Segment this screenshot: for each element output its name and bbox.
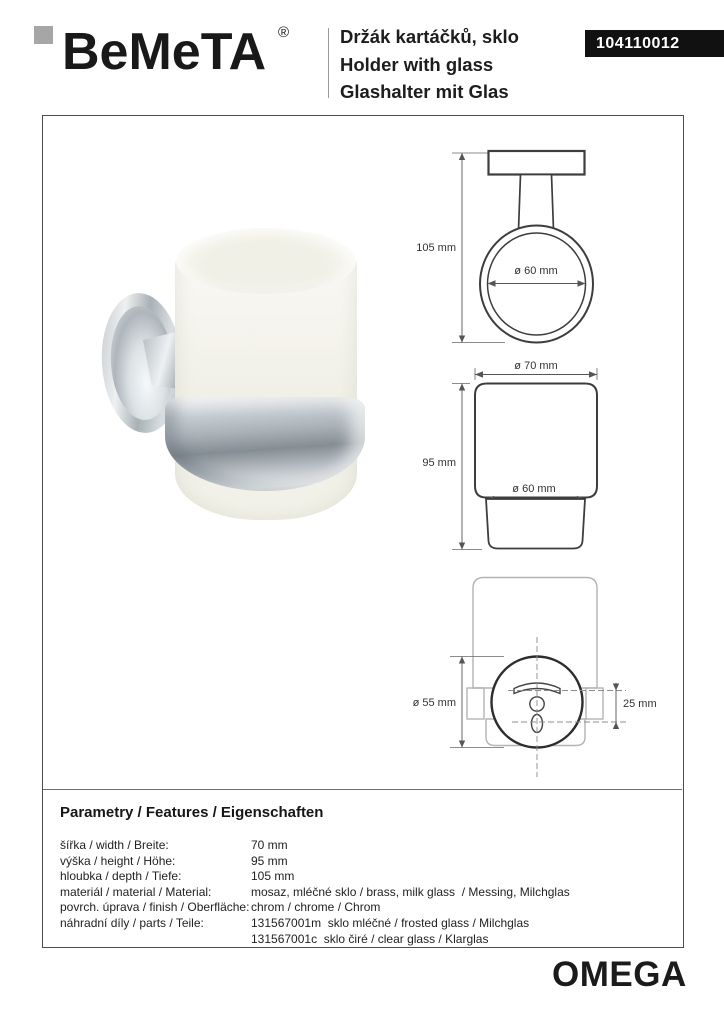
product-code-badge: 104110012 <box>585 30 724 57</box>
parameters-heading: Parametry / Features / Eigenschaften <box>60 804 324 821</box>
param-value: 131567001c sklo čiré / clear glass / Klarglas <box>251 931 489 946</box>
registered-trademark-icon: ® <box>278 24 290 41</box>
dim-cup-height-95: 95 mm <box>422 457 456 469</box>
param-value: mosaz, mléčné sklo / brass, milk glass / Messing, Milchglas <box>251 884 570 899</box>
dim-cup-top-diameter-70: ø 70 mm <box>514 360 558 372</box>
product-title-cs: Držák kartáčků, sklo <box>340 26 519 47</box>
logo-square-icon <box>34 26 53 44</box>
param-value: 131567001m sklo mléčné / frosted glass / Milchglas <box>251 915 530 930</box>
cup-bottom-outline <box>486 499 585 549</box>
product-title-de: Glashalter mit Glas <box>340 81 509 102</box>
drawing-back-view <box>408 565 660 795</box>
dim-hole-offset-25: 25 mm <box>623 698 657 710</box>
param-value: chrom / chrome / Chrom <box>251 900 381 915</box>
param-label <box>60 932 251 948</box>
ring-outer-outline <box>480 226 593 343</box>
series-name: OMEGA <box>552 955 687 994</box>
dim-height-105: 105 mm <box>416 242 456 254</box>
header-divider <box>328 28 329 98</box>
dim-plate-diameter-55: ø 55 mm <box>412 697 456 709</box>
photo-glass-rim-inner <box>187 235 343 285</box>
param-label: šířka / width / Breite: <box>60 838 169 852</box>
param-value: 105 mm <box>251 869 295 884</box>
param-label: povrch. úprava / finish / Oberfläche: <box>60 900 250 915</box>
product-photo <box>95 213 370 528</box>
drawing-front-view <box>410 140 630 355</box>
param-label: náhradní díly / parts / Teile: <box>60 915 204 930</box>
param-value: 95 mm <box>251 853 288 868</box>
cup-body-outline <box>475 384 597 498</box>
stem-outline <box>519 175 554 231</box>
drawing-cup-view <box>410 352 630 560</box>
dim-ring-diameter-60: ø 60 mm <box>514 265 558 277</box>
param-label: materiál / material / Material: <box>60 884 212 899</box>
param-label: výška / height / Höhe: <box>60 853 176 868</box>
wall-plate-outline <box>489 151 585 175</box>
dim-cup-bottom-diameter-60: ø 60 mm <box>512 483 556 495</box>
parameters-table <box>60 838 570 947</box>
product-title-en: Holder with glass <box>340 53 494 75</box>
brand-logo: BeMeTA <box>62 23 267 81</box>
param-label: hloubka / depth / Tiefe: <box>60 869 182 884</box>
param-value: 70 mm <box>251 838 288 852</box>
product-title-block <box>340 23 519 106</box>
